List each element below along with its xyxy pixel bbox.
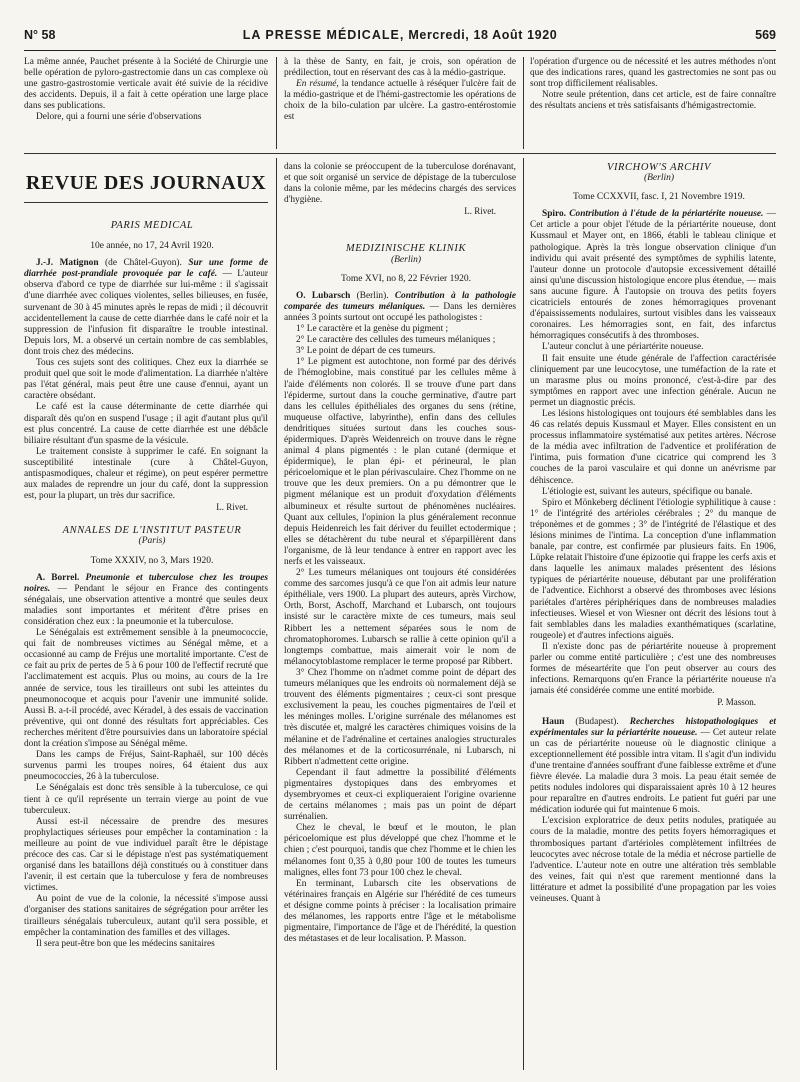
paragraph: Dans les camps de Fréjus, Saint-Raphaël, sur 100 décès survenus parmi les troupes noires, 64 étaient dus aux pneumococcies, 26 à la tuberculose.	[24, 750, 268, 783]
paragraph: Chez le cheval, le bœuf et le mouton, le plan péricoelomique est plus développé que chez l'homme et le chien ; c'est pourquoi, tandis que chez l'homme et le chien les mélanomes font 0,35 à 0,80 pour 100 de toutes les tumeurs malignes, elles font 73 pour 100 chez le cheval.	[284, 823, 516, 878]
paragraph: Le traitement consiste à supprimer le café. En soignant la susceptibilité intestinale (cure à Châtel-Guyon, antispasmodiques, chaleur et régime), on peut espérer permettre aux malades de reprendre un jour du café, dont la suppression est, pour la plupart, un très dur sacrifice.	[24, 446, 268, 502]
column-rule	[523, 158, 524, 1070]
list-item: 3° Le point de départ de ces tumeurs.	[296, 346, 436, 357]
top-col-3	[530, 57, 776, 148]
author: O. Lubarsch	[296, 290, 351, 301]
article-title: Pneumonie et tuberculose chez les troupes noires.	[24, 572, 268, 594]
column-3	[530, 162, 776, 1072]
paragraph: l'opération d'urgence ou de nécessité et les autres méthodes n'ont que des indications rares, quand les gastrectomies ne sont pas ou sont trop difficilement réalisables.	[530, 57, 776, 90]
author: A. Borrel.	[36, 572, 80, 583]
paragraph: L'étiologie est, suivant les auteurs, spécifique ou banale.	[542, 486, 753, 497]
article-title: Contribution à l'étude de la périartérite noueuse.	[565, 209, 764, 220]
journal-heading: PARIS MÉDICAL	[110, 220, 194, 231]
list-item: 2° Le caractère des cellules des tumeurs mélaniques ;	[296, 335, 496, 346]
abstract-first: O. Lubarsch (Berlin). Contribution à la pathologie comparée des tumeurs mélaniques. — Dans les dernières années 3 points surtout ont occupé les pathologistes :	[284, 290, 516, 323]
journal-heading: MEDIZINISCHE KLINIK	[345, 243, 467, 255]
paragraph: Cependant il faut admettre la possibilité d'éléments pigmentaires dystopiques dans des embryomes et dysembryomes et ceux-ci expliqueraient l'origine ovarienne de certains mélanomes ; mais pas un point de départ surrénalien.	[284, 767, 516, 823]
paragraph: En résumé, la tendance actuelle à réséquer l'ulcère fait de la médio-gastrique et de l'hémi-gastrectomie les opérations de choix de la bilo-culation par ulcère. La gastro-entérostomie est	[284, 79, 516, 123]
abstract-first: Spiro. Contribution à l'étude de la périartérite noueuse. — Cet article a pour objet l'étude de la périartérite noueuse, dont Kussmaul et Mayer ont, en 1866, établi le tableau clinique et pathologique. Après la très longue observation clinique d'un individu qui avait présenté des symptômes de syphilis latente, l'auteur donne un protocole d'autopsie excessivement détaillé ainsi qu'une discussion histologique encore plus étendue, — mais sans aucune figure. À l'autopsie on trouva des petits foyers cicatriciels entourés de zones hémorragiques provenant d'épaississements nodulaires, surtout visibles dans les vaisseaux coronaires. Les hémorragies sont, en fait, des infarctus hémorragiques consécutifs à des thromboses.	[530, 209, 776, 342]
column-rule	[523, 57, 524, 149]
paragraph: Il fait ensuite une étude générale de l'affection caractérisée cliniquement par une leucocytose, une tuméfaction de la rate et un marasme plus ou moins prononcé, c'est-à-dire par des symptômes en rapport avec une infection générale. Aucun ne permet un diagnostic précis.	[530, 353, 776, 408]
header-rule	[24, 50, 776, 51]
section-title-rule	[24, 202, 268, 203]
paragraph: 2° Les tumeurs mélaniques ont toujours été considérées comme des sarcomes jusqu'à ce que l'on ait admis leur nature épithéliale, vers 1900. La plupart des auteurs, après Virchow, Orth, Borst, Aschoff, Marchand et Lubarsch, ont toujours insisté sur le caractère mixte de ces tumeurs, mais seul Ribbert les a nettement séparées sous le nom de chromatophoromes. Lubarsch se rallie à cette opinion qu'il a longtemps combattue, mais aimerait voir le nom de mélanocytoblastome remplacer le terme proposé par Ribbert.	[284, 568, 516, 667]
paragraph: Le café est la cause déterminante de cette diarrhée qui disparaît dès qu'on en suspend l'usage ; il agit d'autant plus qu'il est plus concentré. La cause de cette diarrhée est une débâcle biliaire résultant d'un spasme de la vésicule.	[24, 402, 268, 446]
paragraph: Au point de vue de la colonie, la nécessité s'impose aussi d'organiser des stations sanitaires de ségrégation pour arrêter les tirailleurs sénégalais tuberculeux, autant qu'il sera possible, et empêcher la contamination des familles et des villages.	[24, 894, 268, 938]
abstract-first: A. Borrel. Pneumonie et tuberculose chez les troupes noires. — Pendant le séjour en France des contingents sénégalais, une observation attentive a montré que seules deux maladies sont importantes et méritent d'être prises en considération chez eux : la pneumonie et la tuberculose.	[24, 572, 268, 627]
journal-heading: VIRCHOW'S ARCHIV	[606, 162, 712, 173]
paragraph: La même année, Pauchet présente à la Société de Chirurgie une belle opération de pyloro-gastrectomie dans un cas complexe où une gastro-gastrostomie verticale avait été suivie de la récidive des accidents. Depuis, il a fait à cette opération une large place dans ses publications.	[24, 57, 268, 112]
issue-line: Tome XXXIV, no 3, Mars 1920.	[90, 555, 214, 566]
paragraph: Le Sénégalais est donc très sensible à la tuberculose, ce qui tient à ce qu'il représente un terrain vierge au point de vue tuberculeux.	[24, 783, 268, 816]
paragraph: En terminant, Lubarsch cite les observations de vétérinaires français en Algérie sur l'hérédité de ces tumeurs et désigne comme points à préciser : la localisation primaire des mélanomes, les rapports entre l'âge et le métabolisme pigmentaire, l'importance de l'âge et de l'hérédité, la question des métastases et de leur localisation. P. Masson.	[284, 878, 516, 945]
column-2	[284, 162, 516, 1072]
signature: L. Rivet.	[216, 502, 248, 513]
paragraph: Il sera peut-être bon que les médecins sanitaires	[36, 938, 215, 949]
signature: P. Masson.	[717, 697, 756, 708]
column-rule	[276, 158, 277, 1070]
paragraph: Les lésions histologiques ont toujours été semblables dans les 46 cas relatés depuis Kussmaul et Mayer. Elles consistent en un processus inflammatoire systématisé aux petites artères. Nécrose de la média avec infiltration de l'adventice et prolifération de l'intima, puis formation d'une cicatrice qui comprend les 3 couches de la paroi vasculaire et qui donne un anévrisme par déhiscence.	[530, 408, 776, 486]
paragraph: Aussi est-il nécessaire de prendre des mesures prophylactiques sérieuses pour empêcher la contamination : la meilleure au point de vue individuel paraît être le dépistage précoce des cas. Car si le dépistage n'est pas systématiquement organisé dans les bataillons déjà constitués ou à constituer dans l'avenir, il est certain que la tuberculose y fera de nombreuses victimes.	[24, 816, 268, 894]
section-rule	[24, 153, 776, 154]
issue-line: 10e année, no 17, 24 Avril 1920.	[90, 241, 214, 252]
paragraph: Notre seule prétention, dans cet article, est de faire connaître des résultats anciens et très satisfaisants d'hémigastrectomie.	[530, 90, 776, 112]
journal-heading: ANNALES DE L'INSTITUT PASTEUR	[62, 525, 242, 537]
article-title: Sur une forme de diarrhée post-prandiale provoquée par le café.	[24, 258, 268, 280]
author: J.-J. Matignon	[36, 258, 99, 269]
page-number: 569	[755, 28, 776, 42]
journal-city: (Berlin)	[643, 173, 675, 184]
issue-line: Tome CCXXVII, fasc. I, 21 Novembre 1919.	[573, 192, 745, 203]
column-rule	[276, 57, 277, 149]
top-col-1	[24, 57, 268, 148]
issue-date: Mercredi, 18 Août 1920	[408, 28, 558, 42]
paragraph: Le Sénégalais est extrêmement sensible à la pneumococcie, qui fait de nombreuses victimes au Sénégal même, et a occasionné au camp de Fréjus une mortalité importante. C'est de ce fait au prix de pertes de 5 à 6 pour 100 de l'effectif recruté que l'acclimatement est acquis. Plus ou moins, au cours de la 1re année de service, tous les tirailleurs ont subi les atteintes du pneumonocoque et acquis pour l'avenir une immunité solide. Aussi B. a-t-il procédé, avec Kéradel, à des essais de vaccination préventive, qui ont donné des résultats fort appréciables. Ces recherches méritent d'être poursuivies dans un laboratoire spécial dont la création s'impose au Sénégal même.	[24, 628, 268, 750]
issue-number: N° 58	[24, 28, 56, 42]
abstract-first: J.-J. Matignon (de Châtel-Guyon). Sur une forme de diarrhée post-prandiale provoquée par le café. — L'auteur observa d'abord ce type de diarrhée sur lui-même : il s'agissait d'une diarrhée avec coliques violentes, selles bilieuses, en fusée, survenant de 30 à 45 minutes après le repas de midi ; il découvrit accidentellement la cause de cette diarrhée dans le café noir et la suppression de l'infusion fit disparaître le trouble intestinal. Depuis lors, M. a observé un certain nombre de cas semblables, dont trois chez des médecins.	[24, 258, 268, 357]
paragraph: Delore, qui a fourni une série d'observations	[36, 112, 202, 123]
article-title: Recherches histopathologiques et expérimentales sur la périartérite noueuse.	[530, 716, 776, 738]
paragraph: à la thèse de Santy, en fait, je crois, son opération de prédilection, tout en réservant des cas à la médio-gastrique.	[284, 57, 516, 79]
abstract-first: Haun (Budapest). Recherches histopathologiques et expérimentales sur la périartérite noueuse. — Cet auteur relate un cas de périartérite noueuse où le diagnostic clinique a exceptionnellement été possible intra vitam. Il s'agit d'un individu d'une trentaine d'années souffrant d'une faiblesse extrême et d'une fièvre élevée. La maladie dura 3 mois. La peau était semée de petits nodules indolores qui disparaissaient après 10 à 12 heures pour reparaître en d'autres endroits. Le patient fut guéri par une médication iodurée qui fut maintenue 6 mois.	[530, 716, 776, 816]
article-title: Contribution à la pathologie comparée des tumeurs mélaniques.	[284, 290, 516, 312]
paragraph: Spiro et Mönkeberg déclinent l'étiologie syphilitique à cause : 1° de l'intégrité des artérioles cérébrales ; 2° du manque de tréponèmes et de gommes ; 3° de l'intégrité de l'élastique et des lésions minimes de l'intima. La conception d'une inflammation banale, par contre, est confirmée par plusieurs faits. En 1906, Lüpke relatait l'histoire d'une épizootie qui frappe les cerfs axis et dans laquelle les animaux malades présentent des lésions typiques de périartérite noueuse, débutant par une prolifération de l'adventice. Eichhorst a observé des thromboses avec lésions pariétales d'artères périphériques dans de nombreuses maladies infectieuses. Wiesel et von Wiesner ont décrit des lésions tout à fait semblables dans les maladies exanthématiques (scarlatine, rougeole) et d'autres infections aiguës.	[530, 497, 776, 641]
signature: P. Masson.	[425, 934, 467, 945]
paragraph: Tous ces sujets sont des colitiques. Chez eux la diarrhée se produit quel que soit le mode d'alimentation. La diarrhée n'altère pas l'état général, mais peut être une cause d'ennui, ayant un caractère obsédant.	[24, 358, 268, 402]
paragraph: Il n'existe donc pas de périartérite noueuse à proprement parler ou comme entité particulière ; c'est une des nombreuses formes de méseartérite que l'on peut observer au cours des infections. Remarquons qu'en France la périartérite noueuse n'a jamais été considérée comme une entité morbide.	[530, 641, 776, 697]
page-header	[24, 28, 776, 46]
column-1	[24, 220, 268, 1072]
paragraph: 3° Chez l'homme on n'admet comme point de départ des tumeurs mélaniques que les endroits où normalement déjà se trouvent des éléments pigmentaires ; ceux-ci sont presque exclusivement la peau, les couches pigmentaires de l'œil et les méninges molles. L'origine surrénale des mélanomes est très discutée et, malgré les caractères chimiques voisins de la mélanine et de l'adrénaline et certaines analogies structurales des mélanomes et de la corticosurrénale, ni Lubarsch, ni Ribbert n'admettent cette origine.	[284, 667, 516, 767]
journal-city: (Berlin)	[390, 254, 422, 265]
top-col-2	[284, 57, 516, 148]
section-title: REVUE DES JOURNAUX	[25, 172, 267, 194]
paragraph: dans la colonie se préoccupent de la tuberculose dorénavant, et que soit organisé un service de dépistage de la tuberculose dans la colonie même, par les médecins chargés des services d'hygiène.	[284, 162, 516, 206]
paragraph: L'excision exploratrice de deux petits nodules, pratiquée au cours de la maladie, montre des petits foyers hémorragiques et thrombosiques partant d'artérioles complètement infiltrées de leucocytes avec nécrose totale de la média et nécrose partielle de l'adventice. L'auteur note en outre une altération très semblable des veines, fait qui n'est que rarement mentionné dans la littérature et admet la possibilité d'une propagation par les voies veineuses. Quant à	[530, 816, 776, 904]
journal-city: (Paris)	[138, 536, 166, 547]
author: Haun	[542, 716, 565, 727]
paragraph: L'auteur conclut à une périartérite noueuse.	[542, 342, 704, 353]
signature: L. Rivet.	[464, 206, 496, 217]
issue-line: Tome XVI, no 8, 22 Février 1920.	[341, 273, 471, 284]
journal-name: LA PRESSE MÉDICALE,	[242, 28, 405, 42]
emphasis: En résumé,	[296, 79, 339, 90]
list-item: 1° Le caractère et la genèse du pigment ;	[296, 324, 449, 335]
masthead	[24, 28, 776, 42]
author: Spiro.	[542, 209, 566, 220]
paragraph: 1° Le pigment est autochtone, non formé par des dérivés de l'hémoglobine, mais constitué par les cellules même à l'aide d'éléments non colorés. Il se trouve d'une part dans l'épiderme, surtout dans la couche germinative, d'autre part dans les cellules épithéliales des organes du sens (rétine, muqueuse olfactive, labyrinthe), enfin dans des cellules dendritiques situées surtout dans les couches sous-épidermiques. D'après Weidenreich on trouve dans le règne animal 4 plans pigmentés : le plan cutané (dermique et épidermique), le plan épi- et périneural, le plan péricoelomique et le plan périvasculaire. Chez l'homme on ne trouve que les deux premiers. On a pu démontrer que le pigment mélanique est un produit d'oxydation d'éléments albumineux et résulte surtout de phénomènes nucléaires. Quant aux cellules, l'opinion la plus généralement reconnue depuis Heidenreich les fait dériver du feuillet ectodermique ; elles se détachèrent du tube neural et s'éparpillèrent dans l'organisme, de là leur tendance à entrer en rapport avec les nerfs et les vaisseaux.	[284, 357, 516, 567]
